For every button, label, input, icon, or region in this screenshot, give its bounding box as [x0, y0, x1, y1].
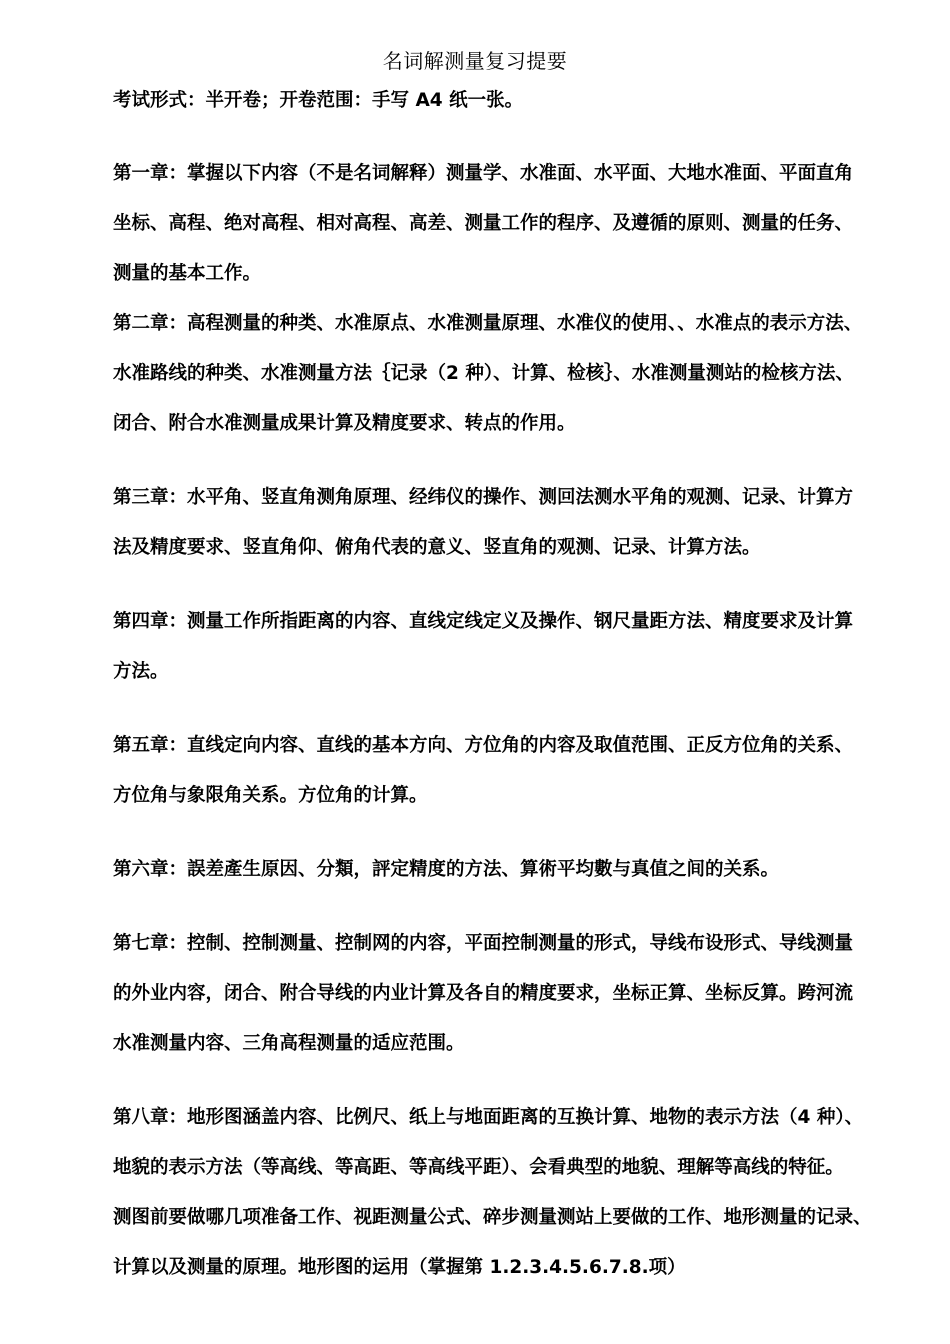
chapter-4-line-2: 方法。 — [113, 661, 169, 682]
chapter-5-line-1: 第五章：直线定向内容、直线的基本方向、方位角的内容及取值范围、正反方位角的关系、 — [113, 735, 854, 756]
chapter-5-line-2: 方位角与象限角关系。方位角的计算。 — [113, 785, 428, 806]
chapter-1-line-2: 坐标、高程、绝对高程、相对高程、高差、测量工作的程序、及遵循的原则、测量的任务、 — [113, 213, 854, 234]
chapter-4-line-1: 第四章：测量工作所指距离的内容、直线定线定义及操作、钢尺量距方法、精度要求及计算 — [113, 611, 854, 632]
chapter-3-line-2: 法及精度要求、竖直角仰、俯角代表的意义、竖直角的观测、记录、计算方法。 — [113, 537, 761, 558]
chapter-2-line-2: 水准路线的种类、水准测量方法｛记录（2 种）、计算、检核｝、水准测量测站的检核方法、 — [113, 363, 854, 384]
chapter-7-line-3: 水准测量内容、三角高程测量的适应范围。 — [113, 1033, 465, 1054]
document-title: 名词解测量复习提要 — [382, 49, 568, 73]
chapter-6-line-1: 第六章：誤差產生原因、分類，評定精度的方法、算術平均數与真值之间的关系。 — [113, 859, 780, 880]
chapter-1-line-1: 第一章：掌握以下内容（不是名词解释）测量学、水准面、水平面、大地水准面、平面直角 — [113, 163, 854, 184]
exam-format-text: 考试形式：半开卷；开卷范围：手写 A4 纸一张。 — [113, 90, 524, 111]
chapter-2-line-3: 闭合、附合水准测量成果计算及精度要求、转点的作用。 — [113, 413, 576, 434]
chapter-3-line-1: 第三章：水平角、竖直角测角原理、经纬仪的操作、测回法测水平角的观测、记录、计算方 — [113, 487, 854, 508]
chapter-8-line-1: 第八章：地形图涵盖内容、比例尺、纸上与地面距离的互换计算、地物的表示方法（4 种）、 — [113, 1107, 864, 1128]
chapter-7-line-1: 第七章：控制、控制测量、控制网的内容，平面控制测量的形式，导线布设形式、导线测量 — [113, 933, 854, 954]
chapter-8-line-2: 地貌的表示方法（等高线、等高距、等高线平距）、会看典型的地貌、理解等高线的特征。 — [113, 1157, 844, 1178]
chapter-8-line-4: 计算以及测量的原理。地形图的运用（掌握第 1.2.3.4.5.6.7.8.项） — [113, 1257, 686, 1278]
chapter-2-line-1: 第二章：高程测量的种类、水准原点、水准测量原理、水准仪的使用、、水准点的表示方法、 — [113, 313, 863, 334]
chapter-8-line-3: 测图前要做哪几项准备工作、视距测量公式、碎步测量测站上要做的工作、地形测量的记录、 — [113, 1207, 872, 1228]
chapter-1-line-3: 测量的基本工作。 — [113, 263, 262, 284]
chapter-7-line-2: 的外业内容，闭合、附合导线的内业计算及各自的精度要求，坐标正算、坐标反算。跨河流 — [113, 983, 854, 1004]
